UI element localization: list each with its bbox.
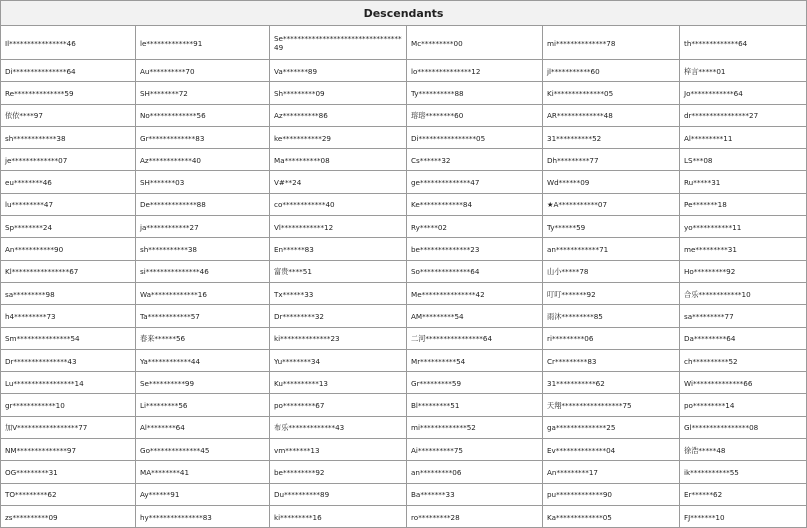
table-row (1, 305, 807, 327)
descendant-cell: ga**************25 (543, 416, 680, 438)
descendant-cell: NM**************97 (1, 439, 136, 461)
descendant-cell: Cs******32 (407, 149, 543, 171)
descendant-cell: Wi**************66 (680, 372, 807, 394)
descendant-cell: 雨沐*********85 (543, 305, 680, 327)
descendant-cell: Dr***************43 (1, 349, 136, 371)
descendant-cell: 山小*****78 (543, 260, 680, 282)
table-row (1, 327, 807, 349)
descendant-cell: Ku**********13 (270, 372, 407, 394)
descendant-cell: Bl*********51 (407, 394, 543, 416)
descendant-cell: Kl****************67 (1, 260, 136, 282)
descendant-cell: be**************23 (407, 238, 543, 260)
descendant-cell: si***************46 (136, 260, 270, 282)
descendant-cell: sa*********98 (1, 282, 136, 304)
descendant-cell: ★A***********07 (543, 193, 680, 215)
table-row (1, 193, 807, 215)
descendant-cell: h4*********73 (1, 305, 136, 327)
descendant-cell: Dh*********77 (543, 149, 680, 171)
descendant-cell: Ty**********88 (407, 82, 543, 104)
descendant-cell: Il****************46 (1, 26, 136, 60)
descendant-cell: Al*********11 (680, 126, 807, 148)
descendant-cell: Ma**********08 (270, 149, 407, 171)
descendant-cell: ki*********16 (270, 505, 407, 527)
descendant-cell: ge**************47 (407, 171, 543, 193)
descendant-cell: dr****************27 (680, 104, 807, 126)
descendant-cell: pu*************90 (543, 483, 680, 505)
descendants-table-body (1, 26, 807, 528)
descendant-cell: Se**********99 (136, 372, 270, 394)
descendant-cell: Ai**********75 (407, 439, 543, 461)
descendant-cell: Ry*****02 (407, 216, 543, 238)
descendant-cell: mi*************52 (407, 416, 543, 438)
descendant-cell: 梓言*****01 (680, 60, 807, 82)
descendant-cell: Di***************64 (1, 60, 136, 82)
descendant-cell: No*************56 (136, 104, 270, 126)
descendant-cell: Wa*************16 (136, 282, 270, 304)
descendant-cell: le*************91 (136, 26, 270, 60)
descendant-cell: sh************38 (1, 126, 136, 148)
descendant-cell: En******83 (270, 238, 407, 260)
descendant-cell: lu*********47 (1, 193, 136, 215)
descendant-cell: 二河****************64 (407, 327, 543, 349)
descendant-cell: Mc*********00 (407, 26, 543, 60)
table-row (1, 82, 807, 104)
descendant-cell: be*********92 (270, 461, 407, 483)
table-row (1, 60, 807, 82)
descendant-cell: Da*********64 (680, 327, 807, 349)
descendant-cell: Se*********************************49 (270, 26, 407, 60)
descendant-cell: co************40 (270, 193, 407, 215)
descendant-cell: 依依****97 (1, 104, 136, 126)
descendant-cell: Li*********56 (136, 394, 270, 416)
table-row (1, 282, 807, 304)
descendant-cell: SH********72 (136, 82, 270, 104)
descendant-cell: Sh*********09 (270, 82, 407, 104)
descendant-cell: Pe*******18 (680, 193, 807, 215)
descendant-cell: Gl****************08 (680, 416, 807, 438)
descendant-cell: 瑢瑢********60 (407, 104, 543, 126)
descendant-cell: 31***********62 (543, 372, 680, 394)
descendant-cell: lo***************12 (407, 60, 543, 82)
descendant-cell: ja************27 (136, 216, 270, 238)
descendant-cell: 富贵****51 (270, 260, 407, 282)
table-title: Descendants (1, 1, 807, 26)
descendant-cell: Al********64 (136, 416, 270, 438)
table-row (1, 483, 807, 505)
descendant-cell: Ya************44 (136, 349, 270, 371)
descendant-cell: Sm***************54 (1, 327, 136, 349)
table-row (1, 171, 807, 193)
table-row (1, 439, 807, 461)
descendant-cell: An***********90 (1, 238, 136, 260)
descendant-cell: gr************10 (1, 394, 136, 416)
descendant-cell: Vl************12 (270, 216, 407, 238)
descendant-cell: je*************07 (1, 149, 136, 171)
descendant-cell: Ka*************05 (543, 505, 680, 527)
descendant-cell: 叮叮*******92 (543, 282, 680, 304)
descendant-cell: Mr**********54 (407, 349, 543, 371)
descendant-cell: me*********31 (680, 238, 807, 260)
descendant-cell: ri*********06 (543, 327, 680, 349)
descendant-cell: Gr*************83 (136, 126, 270, 148)
descendant-cell: LS***08 (680, 149, 807, 171)
descendant-cell: Az************40 (136, 149, 270, 171)
descendant-cell: yo***********11 (680, 216, 807, 238)
descendant-cell: sa*********77 (680, 305, 807, 327)
descendant-cell: De*************88 (136, 193, 270, 215)
table-row (1, 416, 807, 438)
descendant-cell: ch**********52 (680, 349, 807, 371)
descendant-cell: Va*******89 (270, 60, 407, 82)
table-row (1, 126, 807, 148)
descendant-cell: an************71 (543, 238, 680, 260)
descendant-cell: Ta************57 (136, 305, 270, 327)
descendant-cell: Jo************64 (680, 82, 807, 104)
descendant-cell: TO*********62 (1, 483, 136, 505)
descendant-cell: Er******62 (680, 483, 807, 505)
descendant-cell: Ba*******33 (407, 483, 543, 505)
descendant-cell: 布乐*************43 (270, 416, 407, 438)
descendant-cell: Me***************42 (407, 282, 543, 304)
descendant-cell: Ke************84 (407, 193, 543, 215)
descendant-cell: Sp********24 (1, 216, 136, 238)
descendant-cell: Az**********86 (270, 104, 407, 126)
descendant-cell: AR*************48 (543, 104, 680, 126)
descendant-cell: V#**24 (270, 171, 407, 193)
descendant-cell: eu********46 (1, 171, 136, 193)
descendant-cell: Lu*****************14 (1, 372, 136, 394)
descendant-cell: Tx******33 (270, 282, 407, 304)
descendant-cell: Ho*********92 (680, 260, 807, 282)
descendant-cell: Ev**************04 (543, 439, 680, 461)
descendant-cell: 加V*****************77 (1, 416, 136, 438)
table-row (1, 349, 807, 371)
table-row (1, 505, 807, 527)
descendant-cell: AM*********54 (407, 305, 543, 327)
descendant-cell: SH*******03 (136, 171, 270, 193)
descendant-cell: Gr*********59 (407, 372, 543, 394)
descendant-cell: th*************64 (680, 26, 807, 60)
descendant-cell: Cr*********83 (543, 349, 680, 371)
descendant-cell: MA********41 (136, 461, 270, 483)
table-row (1, 26, 807, 60)
table-row (1, 461, 807, 483)
descendant-cell: 合乐************10 (680, 282, 807, 304)
descendant-cell: Au**********70 (136, 60, 270, 82)
descendant-cell: zs**********09 (1, 505, 136, 527)
descendant-cell: OG*********31 (1, 461, 136, 483)
descendant-cell: po*********14 (680, 394, 807, 416)
descendant-cell: ro*********28 (407, 505, 543, 527)
descendant-cell: 31**********52 (543, 126, 680, 148)
table-row (1, 104, 807, 126)
descendant-cell: hy***************83 (136, 505, 270, 527)
descendant-cell: Dr*********32 (270, 305, 407, 327)
descendant-cell: Du**********89 (270, 483, 407, 505)
table-row (1, 372, 807, 394)
descendant-cell: Ay******91 (136, 483, 270, 505)
descendant-cell: mi**************78 (543, 26, 680, 60)
descendant-cell: sh***********38 (136, 238, 270, 260)
descendant-cell: Wd******09 (543, 171, 680, 193)
descendant-cell: Go**************45 (136, 439, 270, 461)
table-row (1, 260, 807, 282)
descendant-cell: an*********06 (407, 461, 543, 483)
descendant-cell: ki**************23 (270, 327, 407, 349)
table-row (1, 216, 807, 238)
descendant-cell: Yu********34 (270, 349, 407, 371)
descendant-cell: Di****************05 (407, 126, 543, 148)
descendant-cell: Ki**************05 (543, 82, 680, 104)
descendant-cell: 春来******56 (136, 327, 270, 349)
descendant-cell: FJ*******10 (680, 505, 807, 527)
descendant-cell: Re**************59 (1, 82, 136, 104)
descendant-cell: jl***********60 (543, 60, 680, 82)
table-row (1, 238, 807, 260)
descendant-cell: ik***********55 (680, 461, 807, 483)
table-row (1, 149, 807, 171)
descendant-cell: ke***********29 (270, 126, 407, 148)
descendant-cell: Ru*****31 (680, 171, 807, 193)
descendant-cell: 徐浩*****48 (680, 439, 807, 461)
descendant-cell: An*********17 (543, 461, 680, 483)
descendant-cell: 天翔*****************75 (543, 394, 680, 416)
descendant-cell: Ty******59 (543, 216, 680, 238)
descendant-cell: So**************64 (407, 260, 543, 282)
descendant-cell: vm*******13 (270, 439, 407, 461)
descendant-cell: po*********67 (270, 394, 407, 416)
table-row (1, 394, 807, 416)
